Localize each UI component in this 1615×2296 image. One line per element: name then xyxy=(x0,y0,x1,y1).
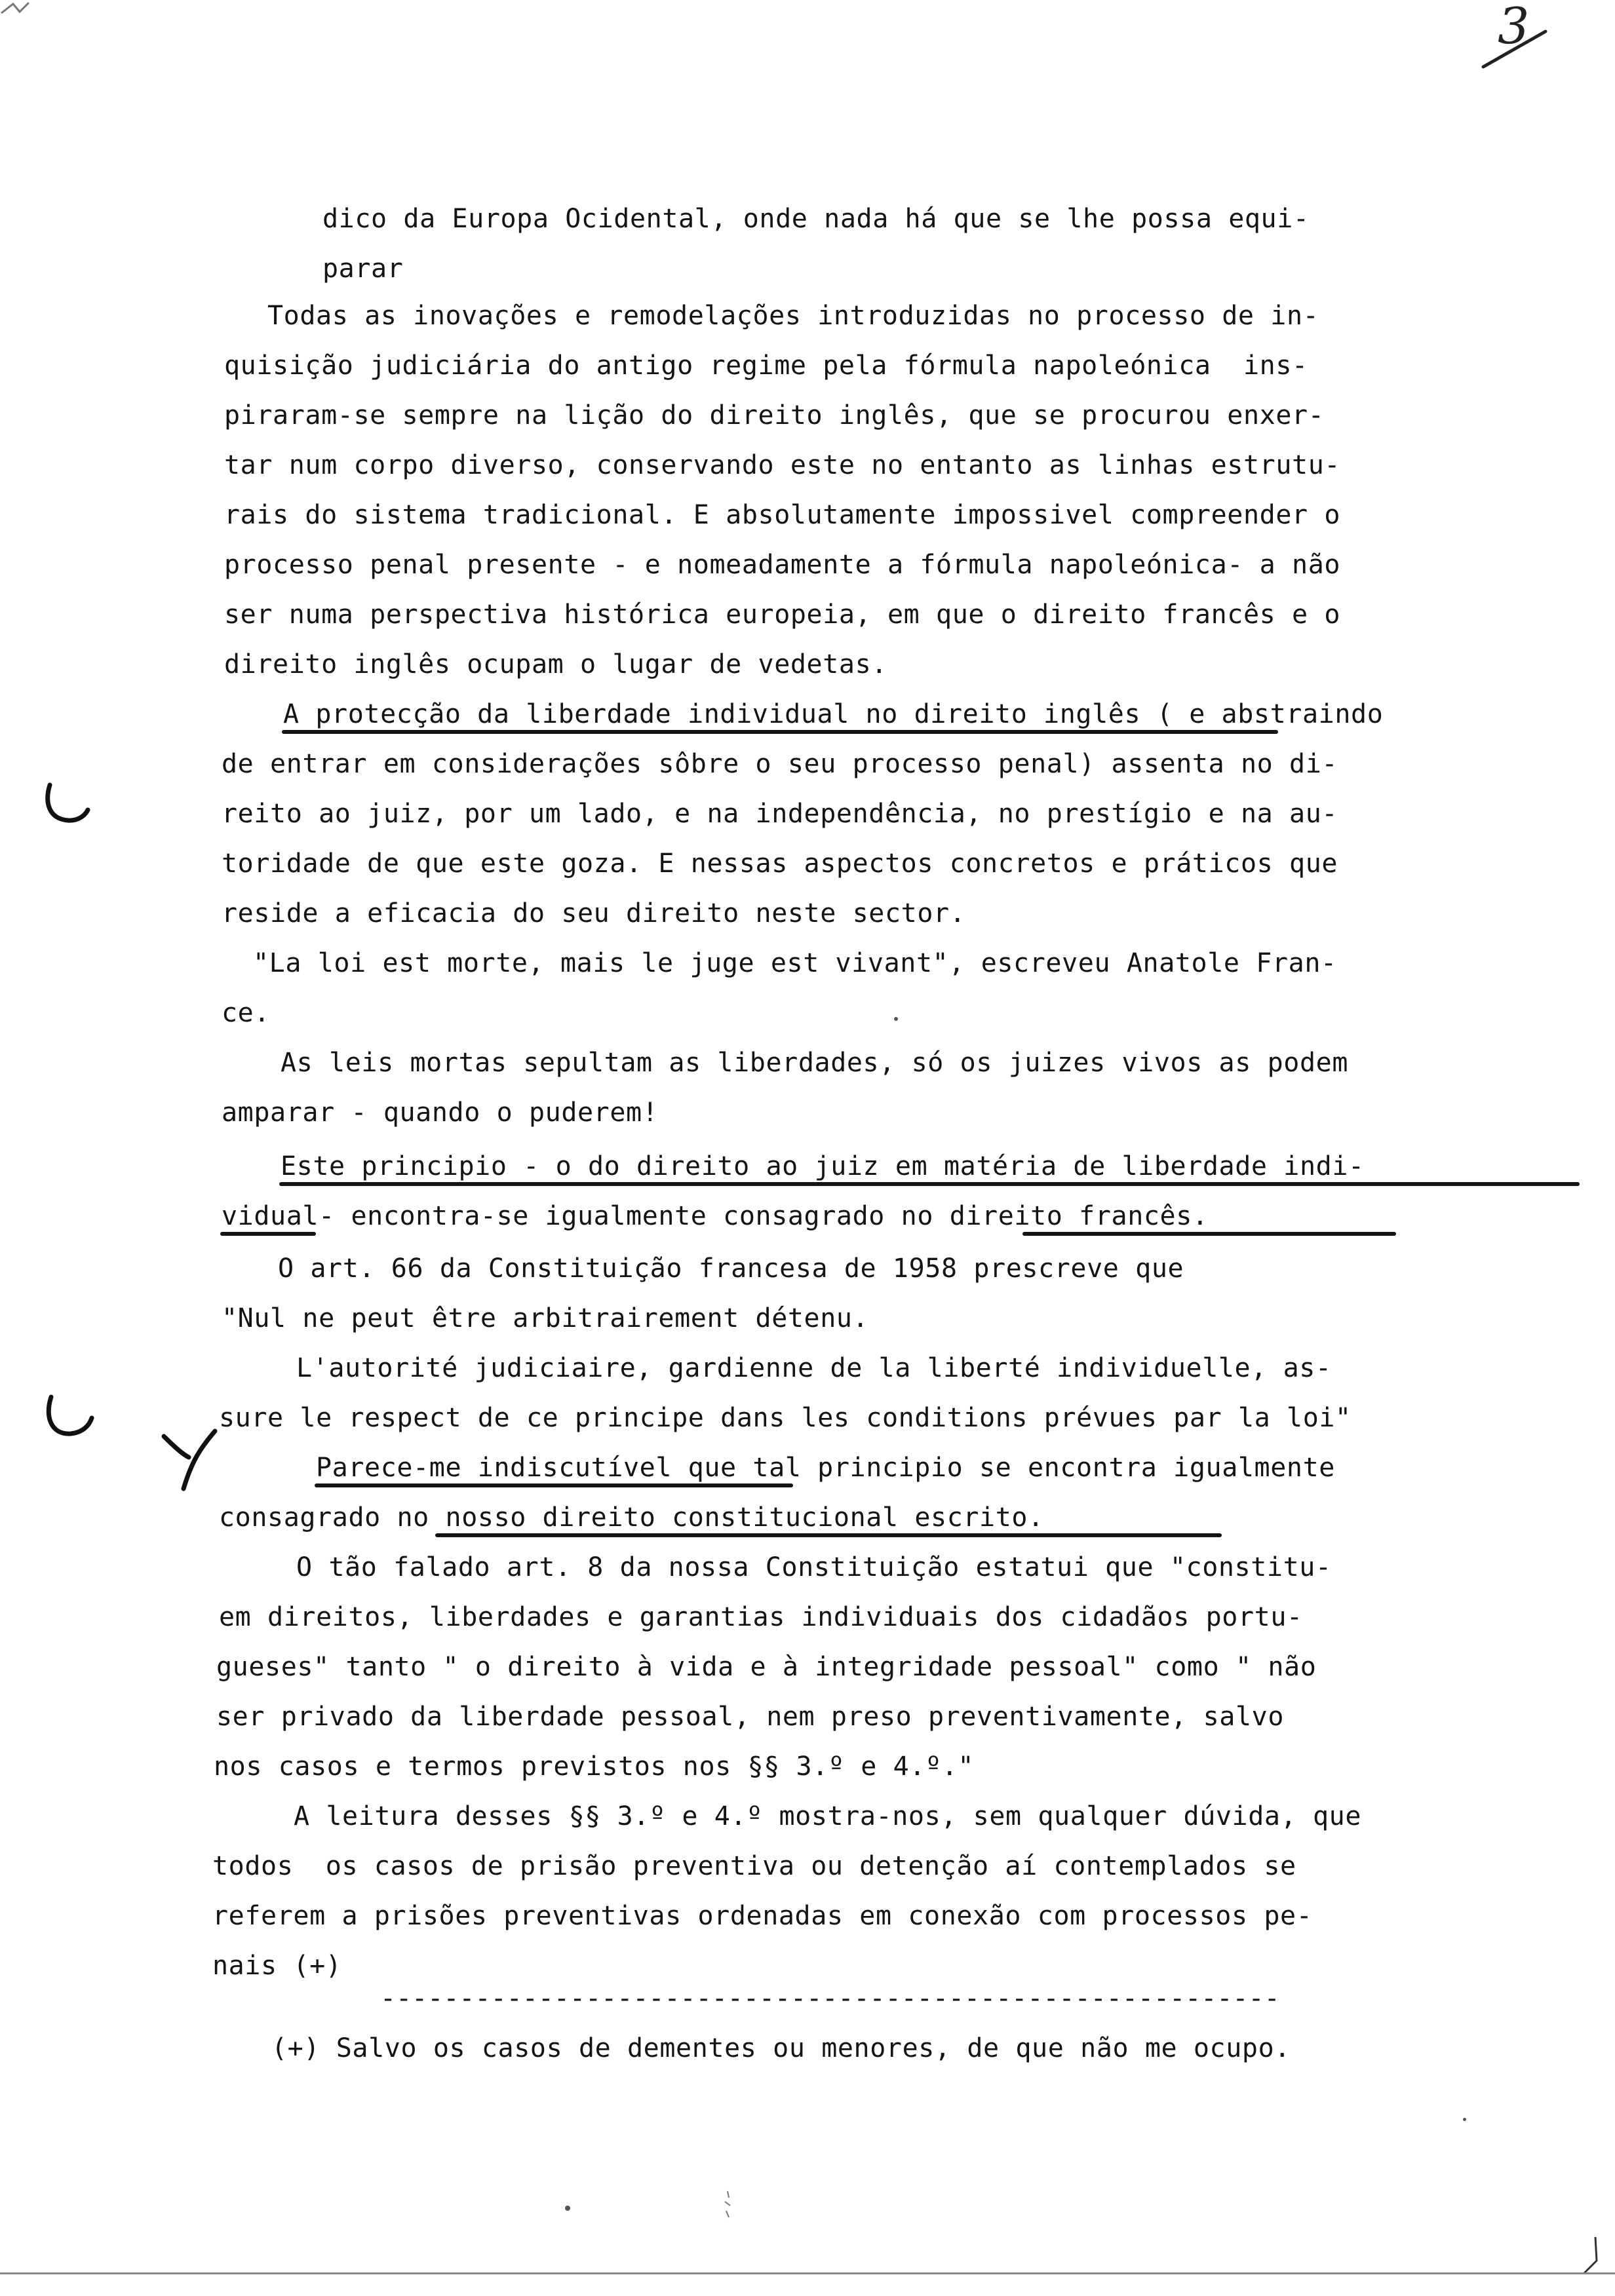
footnote: (+) Salvo os casos de dementes ou menores, de que não me ocupo. xyxy=(271,2033,1291,2063)
text-line: em direitos, liberdades e garantias individuais dos cidadãos portu- xyxy=(219,1602,1303,1632)
handwritten-underline xyxy=(279,1182,1580,1186)
corner-smudge-icon xyxy=(0,0,33,20)
text-line: "Nul ne peut être arbitrairement détenu. xyxy=(222,1303,869,1333)
text-line: "La loi est morte, mais le juge est vivant", escreveu Anatole Fran- xyxy=(253,948,1337,978)
scan-speck xyxy=(1463,2118,1466,2121)
text-line: dico da Europa Ocidental, onde nada há que se lhe possa equi- xyxy=(322,204,1310,234)
text-line: Todas as inovações e remodelações introduzidas no processo de in- xyxy=(267,301,1319,331)
text-line: amparar - quando o puderem! xyxy=(222,1098,659,1128)
text-line: A protecção da liberdade individual no direito inglês ( e abstraindo xyxy=(283,699,1384,729)
page-number: 3 xyxy=(1498,0,1530,55)
text-line: vidual- encontra-se igualmente consagrado no direito francês. xyxy=(222,1201,1209,1231)
text-line: nais (+) xyxy=(212,1951,342,1981)
scan-speck xyxy=(894,1017,898,1021)
handwritten-underline xyxy=(220,1232,316,1236)
page-number-slash-icon xyxy=(1480,26,1552,72)
footnote-separator: --------------------------------------------------------- xyxy=(380,1983,1280,2014)
hand-mark-c-icon xyxy=(42,776,94,828)
text-line: de entrar em considerações sôbre o seu processo penal) assenta no di- xyxy=(222,749,1338,779)
text-line: gueses" tanto " o direito à vida e à integridade pessoal" como " não xyxy=(216,1652,1317,1682)
text-line: Parece-me indiscutível que tal principio se encontra igualmente xyxy=(316,1453,1335,1483)
text-line: rais do sistema tradicional. E absolutamente impossivel compreender o xyxy=(224,500,1341,530)
handwritten-underline xyxy=(1022,1232,1396,1236)
text-line: referem a prisões preventivas ordenadas em conexão com processos pe- xyxy=(212,1901,1313,1931)
text-line: O art. 66 da Constituição francesa de 1958 prescreve que xyxy=(278,1253,1184,1284)
text-line: As leis mortas sepultam as liberdades, só os juizes vivos as podem xyxy=(281,1048,1349,1078)
text-line: Este principio - o do direito ao juiz em matéria de liberdade indi- xyxy=(281,1151,1365,1181)
text-line: quisição judiciária do antigo regime pela fórmula napoleónica ins- xyxy=(224,351,1308,381)
text-line: tar num corpo diverso, conservando este no entanto as linhas estrutu- xyxy=(224,450,1341,480)
text-line: direito inglês ocupam o lugar de vedetas. xyxy=(224,649,887,679)
scan-bottom-edge xyxy=(0,2272,1615,2274)
text-line: A leitura desses §§ 3.º e 4.º mostra-nos, sem qualquer dúvida, que xyxy=(294,1801,1362,1831)
text-line: L'autorité judiciaire, gardienne de la liberté individuelle, as- xyxy=(296,1353,1332,1383)
text-line: ser numa perspectiva histórica europeia, em que o direito francês e o xyxy=(224,600,1341,630)
handwritten-underline xyxy=(282,730,1278,734)
text-line: toridade de que este goza. E nessas aspectos concretos e práticos que xyxy=(222,849,1338,879)
text-line: reito ao juiz, por um lado, e na independência, no prestígio e na au- xyxy=(222,799,1338,829)
scan-speck xyxy=(565,2206,570,2211)
text-line: sure le respect de ce principe dans les conditions prévues par la loi" xyxy=(219,1403,1352,1433)
handwritten-underline xyxy=(315,1483,793,1487)
text-line: processo penal presente - e nomeadamente a fórmula napoleónica- a não xyxy=(224,550,1341,580)
handwritten-underline xyxy=(435,1533,1222,1537)
text-line: todos os casos de prisão preventiva ou detenção aí contemplados se xyxy=(212,1851,1296,1881)
text-line: O tão falado art. 8 da nossa Constituição estatui que "constitu- xyxy=(296,1552,1332,1582)
hand-mark-x-icon xyxy=(157,1423,223,1495)
text-line: parar xyxy=(322,254,404,284)
text-line: piraram-se sempre na lição do direito inglês, que se procurou enxer- xyxy=(224,400,1325,430)
text-line: consagrado no nosso direito constitucional escrito. xyxy=(219,1502,1044,1533)
text-line: ce. xyxy=(222,998,271,1028)
scan-smudge-icon xyxy=(718,2189,738,2221)
text-line: nos casos e termos previstos nos §§ 3.º e 4.º." xyxy=(214,1751,975,1782)
text-line: ser privado da liberdade pessoal, nem preso preventivamente, salvo xyxy=(216,1702,1285,1732)
hand-mark-c-icon xyxy=(42,1389,101,1442)
text-line: reside a eficacia do seu direito neste sector. xyxy=(222,898,966,928)
